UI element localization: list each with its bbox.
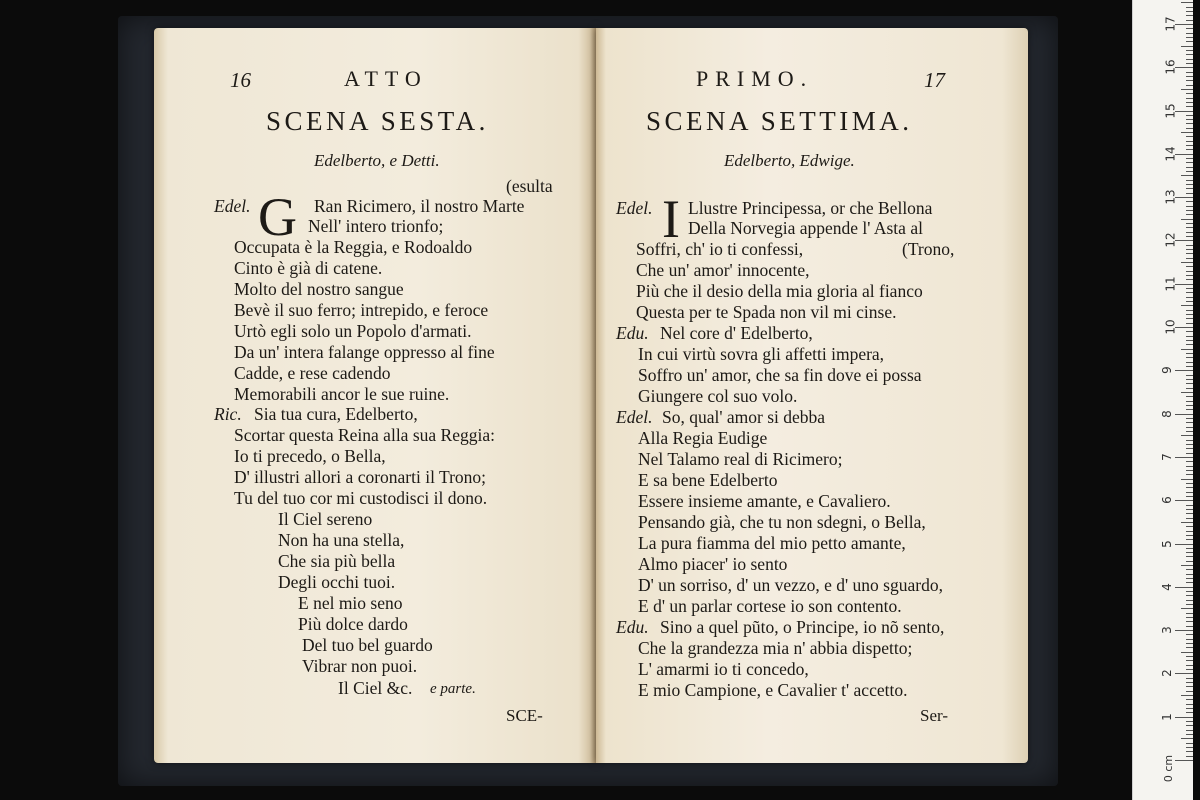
ruler-tick [1181,695,1193,696]
ruler-tick [1186,41,1193,42]
dialogue-line: Essere insieme amante, e Cavaliero. [638,491,891,511]
ruler-tick [1186,323,1193,324]
right-page [596,28,1028,763]
ruler-tick [1186,63,1193,64]
ruler-tick [1186,184,1193,185]
ruler-tick [1186,366,1193,367]
left-cast-list: Edelberto, e Detti. [314,151,440,170]
left-page [154,28,596,763]
dialogue-line: Tu del tuo cor mi custodisci il dono. [234,488,488,508]
ruler-tick [1186,431,1193,432]
ruler-tick [1186,232,1193,233]
ruler-tick [1186,531,1193,532]
verse-line: Più dolce dardo [298,614,408,634]
ruler-tick [1186,206,1193,207]
ruler-tick [1186,626,1193,627]
ruler-tick [1186,318,1193,319]
ruler-tick [1186,76,1193,77]
dialogue-line: In cui virtù sovra gli affetti impera, [638,344,885,364]
ruler-tick [1186,362,1193,363]
dialogue-line: Nel core d' Edelberto, [660,323,813,343]
right-scene-title: SCENA SETTIMA. [646,106,913,136]
dialogue-line: Bevè il suo ferro; intrepido, e feroce [234,300,489,320]
ruler-tick [1186,600,1193,601]
ruler-label: 17 [1163,16,1178,32]
verse-line: Che sia più bella [278,551,396,571]
dialogue-line: Questa per te Spada non vil mi cinse. [636,302,897,322]
ruler-tick [1186,725,1193,726]
ruler-tick [1186,253,1193,254]
ruler-tick [1181,305,1193,306]
ruler-tick [1186,595,1193,596]
ruler-tick [1186,513,1193,514]
ruler-tick [1186,582,1193,583]
dialogue-line: E mio Campione, e Cavalier t' accetto. [638,680,908,700]
dialogue-line: Che la grandezza mia n' abbia dispetto; [638,638,913,658]
ruler-unit-label: 0 cm [1162,754,1176,783]
dialogue-line: Memorabili ancor le sue ruine. [234,384,450,404]
ruler-label: 10 [1163,319,1178,335]
ruler-tick [1186,188,1193,189]
ruler-tick [1186,279,1193,280]
ruler-tick [1186,93,1193,94]
ruler-tick [1186,136,1193,137]
ruler-tick [1186,743,1193,744]
ruler-tick [1186,249,1193,250]
ruler-tick [1186,591,1193,592]
ruler-tick [1186,461,1193,462]
dialogue-line: Almo piacer' io sento [638,554,788,574]
ruler-tick [1186,613,1193,614]
ruler-tick [1186,331,1193,332]
speaker-label: Edel. [214,196,251,216]
right-catchword: Ser- [920,706,948,725]
ruler-tick [1186,453,1193,454]
dialogue-line: Soffri, ch' io ti confessi, [636,239,804,259]
ruler-tick [1186,115,1193,116]
ruler-tick [1186,162,1193,163]
ruler-tick [1186,336,1193,337]
ruler-tick [1186,751,1193,752]
ruler-tick [1186,7,1193,8]
ruler-tick [1186,383,1193,384]
ruler-tick [1186,314,1193,315]
ruler-tick [1186,275,1193,276]
ruler-tick [1186,474,1193,475]
ruler-tick [1186,734,1193,735]
ruler-tick [1186,708,1193,709]
dialogue-line: Io ti precedo, o Bella, [234,446,386,466]
ruler-tick [1175,544,1193,545]
ruler-tick [1175,717,1193,718]
ruler-tick [1175,457,1193,458]
ruler-tick [1186,266,1193,267]
right-page-number: 17 [924,68,945,92]
verse-line: Non ha una stella, [278,530,405,550]
open-book [140,28,1040,773]
ruler-tick [1186,379,1193,380]
ruler-tick [1186,292,1193,293]
ruler-label: 13 [1163,189,1178,205]
ruler-tick [1186,227,1193,228]
ruler-tick [1186,665,1193,666]
ruler-tick [1186,448,1193,449]
ruler-tick [1186,210,1193,211]
left-page-number: 16 [230,68,251,92]
ruler-label: 14 [1163,146,1178,162]
speaker-label: Edel. [616,407,653,427]
ruler-tick [1186,487,1193,488]
dialogue-line: Scortar questa Reina alla sua Reggia: [234,425,495,445]
ruler-tick [1175,111,1193,112]
ruler-tick [1186,496,1193,497]
ruler-tick [1175,673,1193,674]
left-running-head: ATTO [344,66,428,91]
ruler-tick [1186,37,1193,38]
right-running-head: PRIMO. [696,66,814,91]
ruler-tick [1181,652,1193,653]
ruler-tick [1186,98,1193,99]
ruler-tick [1186,548,1193,549]
ruler-tick [1181,132,1193,133]
ruler-tick [1186,357,1193,358]
ruler-tick [1186,271,1193,272]
ruler-tick [1186,552,1193,553]
ruler-tick [1186,310,1193,311]
left-scene-title: SCENA SESTA. [266,106,489,136]
ruler-tick [1186,647,1193,648]
ruler-tick [1186,678,1193,679]
dialogue-line: D' un sorriso, d' un vezzo, e d' uno sguardo, [638,575,943,595]
drop-capital: I [662,189,680,249]
ruler-tick [1186,556,1193,557]
ruler-tick [1186,28,1193,29]
ruler-label: 3 [1159,626,1174,634]
ruler-tick [1186,340,1193,341]
ruler-tick [1175,327,1193,328]
ruler-tick [1181,262,1193,263]
ruler-tick [1186,712,1193,713]
ruler-tick [1186,704,1193,705]
ruler-tick [1186,54,1193,55]
dialogue-line: Cinto è già di catene. [234,258,383,278]
ruler-tick [1186,639,1193,640]
ruler-tick [1186,682,1193,683]
stage-direction: e parte. [430,681,476,697]
dialogue-line: L' amarmi io ti concedo, [638,659,809,679]
left-catchword: SCE- [506,706,543,725]
ruler-tick [1186,214,1193,215]
ruler-tick [1186,483,1193,484]
verse-line: Il Ciel sereno [278,509,373,529]
ruler-tick [1186,691,1193,692]
ruler-tick [1186,85,1193,86]
ruler-tick [1186,20,1193,21]
verse-line: Degli occhi tuoi. [278,572,396,592]
ruler-tick [1186,440,1193,441]
ruler-tick [1175,760,1193,761]
ruler-label: 9 [1159,366,1174,375]
ruler-tick [1186,15,1193,16]
ruler-tick [1186,604,1193,605]
ruler-tick [1186,509,1193,510]
ruler-tick [1181,89,1193,90]
dialogue-line: Giungere col suo volo. [638,386,798,406]
speaker-label: Edel. [616,198,653,218]
ruler-tick [1186,171,1193,172]
verse-line: E nel mio seno [298,593,403,613]
ruler-tick [1186,223,1193,224]
dialogue-line: Ran Ricimero, il nostro Marte [314,196,525,216]
ruler-tick [1186,353,1193,354]
drop-capital: G [258,187,297,247]
ruler-tick [1186,561,1193,562]
ruler-tick [1186,158,1193,159]
ruler-tick [1186,80,1193,81]
ruler-label: 5 [1159,539,1174,548]
ruler-tick [1186,180,1193,181]
ruler-label: 15 [1163,102,1178,119]
ruler-label: 2 [1159,669,1174,678]
ruler-tick [1186,297,1193,298]
ruler-tick [1186,50,1193,51]
verse-line: Il Ciel &c. [338,678,413,698]
dialogue-line: Sia tua cura, Edelberto, [254,404,418,424]
ruler-tick [1186,518,1193,519]
ruler-label: 6 [1159,496,1174,505]
ruler-tick [1175,24,1193,25]
ruler-tick [1186,660,1193,661]
ruler-tick [1186,193,1193,194]
ruler-tick [1186,756,1193,757]
ruler-tick [1186,59,1193,60]
dialogue-line: So, qual' amor si debba [662,407,826,427]
ruler-tick [1186,11,1193,12]
ruler-tick [1186,505,1193,506]
ruler-tick [1186,344,1193,345]
dialogue-line: E sa bene Edelberto [638,470,778,490]
ruler-tick [1186,721,1193,722]
dialogue-line: Occupata è la Reggia, e Rodoaldo [234,237,473,257]
speaker-label: Edu. [616,617,649,637]
ruler-tick [1186,258,1193,259]
dialogue-line: Molto del nostro sangue [234,279,404,299]
line-continuation: (esulta [506,176,553,196]
ruler-tick [1181,349,1193,350]
ruler-tick [1175,67,1193,68]
ruler-tick [1186,245,1193,246]
dialogue-line: Cadde, e rese cadendo [234,363,391,383]
ruler-tick [1186,119,1193,120]
dialogue-line: Nell' intero trionfo; [308,216,444,236]
ruler-tick [1186,72,1193,73]
ruler-tick [1186,656,1193,657]
ruler-tick [1186,634,1193,635]
ruler-tick [1175,587,1193,588]
ruler-tick [1175,197,1193,198]
ruler-tick [1186,396,1193,397]
ruler-tick [1175,630,1193,631]
ruler-tick [1186,574,1193,575]
ruler-tick [1186,699,1193,700]
ruler-tick [1186,569,1193,570]
ruler-tick [1186,643,1193,644]
ruler-label: 11 [1163,276,1178,292]
dialogue-line: Che un' amor' innocente, [636,260,810,280]
ruler-tick [1181,738,1193,739]
ruler-tick [1181,46,1193,47]
ruler-tick [1186,106,1193,107]
ruler-tick [1181,175,1193,176]
ruler-tick [1186,375,1193,376]
ruler-tick [1186,123,1193,124]
ruler-tick [1175,240,1193,241]
ruler-tick [1186,388,1193,389]
ruler-tick [1186,405,1193,406]
ruler-tick [1186,686,1193,687]
ruler-tick [1186,466,1193,467]
dialogue-line: Più che il desio della mia gloria al fianco [636,281,923,301]
ruler-tick [1181,219,1193,220]
ruler-tick [1181,435,1193,436]
ruler-tick [1186,617,1193,618]
dialogue-line: D' illustri allori a coronarti il Trono; [234,467,487,487]
ruler-tick [1181,565,1193,566]
ruler-tick [1186,669,1193,670]
dialogue-line: Alla Regia Eudige [638,428,768,448]
dialogue-line: Pensando già, che tu non sdegni, o Bella, [638,512,926,532]
ruler-tick [1186,535,1193,536]
ruler-tick [1186,201,1193,202]
ruler-tick [1175,284,1193,285]
ruler-tick [1186,526,1193,527]
ruler-tick [1186,470,1193,471]
ruler-tick [1181,522,1193,523]
ruler-tick [1186,730,1193,731]
ruler-tick [1186,128,1193,129]
speaker-label: Ric. [214,404,242,424]
dialogue-line: Nel Talamo real di Ricimero; [638,449,843,469]
ruler-tick [1186,409,1193,410]
ruler-tick [1186,621,1193,622]
ruler-tick [1175,154,1193,155]
ruler-label: 16 [1163,59,1178,75]
dialogue-line: Urtò egli solo un Popolo d'armati. [234,321,472,341]
dialogue-line: Della Norvegia appende l' Asta al [688,218,923,238]
ruler-label: 1 [1159,712,1174,721]
ruler-tick [1186,578,1193,579]
ruler-tick [1186,149,1193,150]
ruler-tick [1186,167,1193,168]
speaker-label: Edu. [616,323,649,343]
dialogue-line: Soffro un' amor, che sa fin dove ei possa [638,365,922,385]
ruler-tick [1186,418,1193,419]
ruler-tick [1181,392,1193,393]
verse-line: Vibrar non puoi. [302,656,418,676]
ruler-tick [1186,236,1193,237]
ruler-tick [1186,747,1193,748]
ruler-label: 4 [1159,582,1174,591]
ruler-tick [1175,500,1193,501]
ruler-tick [1175,414,1193,415]
ruler-tick [1186,427,1193,428]
dialogue-line: La pura fiamma del mio petto amante, [638,533,906,553]
ruler-tick [1186,444,1193,445]
ruler-tick [1175,370,1193,371]
verse-line: Del tuo bel guardo [302,635,433,655]
ruler-tick [1186,288,1193,289]
dialogue-line: Llustre Principessa, or che Bellona [688,198,933,218]
ruler-tick [1186,539,1193,540]
line-continuation: (Trono, [902,239,955,259]
ruler-label: 8 [1159,409,1174,418]
right-cast-list: Edelberto, Edwige. [724,151,855,170]
ruler-tick [1186,401,1193,402]
ruler-tick [1186,102,1193,103]
ruler-tick [1181,2,1193,3]
ruler-tick [1181,479,1193,480]
ruler-tick [1186,492,1193,493]
measurement-ruler [1132,0,1193,800]
ruler-tick [1186,301,1193,302]
dialogue-line: Sino a quel pũto, o Principe, io nõ sento, [660,617,945,637]
ruler-tick [1181,608,1193,609]
ruler-tick [1186,145,1193,146]
dialogue-line: Da un' intera falange oppresso al fine [234,342,495,362]
dialogue-line: E d' un parlar cortese io son contento. [638,596,902,616]
ruler-tick [1186,33,1193,34]
ruler-tick [1186,141,1193,142]
ruler-tick [1186,422,1193,423]
ruler-label: 12 [1163,232,1178,249]
ruler-label: 7 [1159,453,1174,461]
